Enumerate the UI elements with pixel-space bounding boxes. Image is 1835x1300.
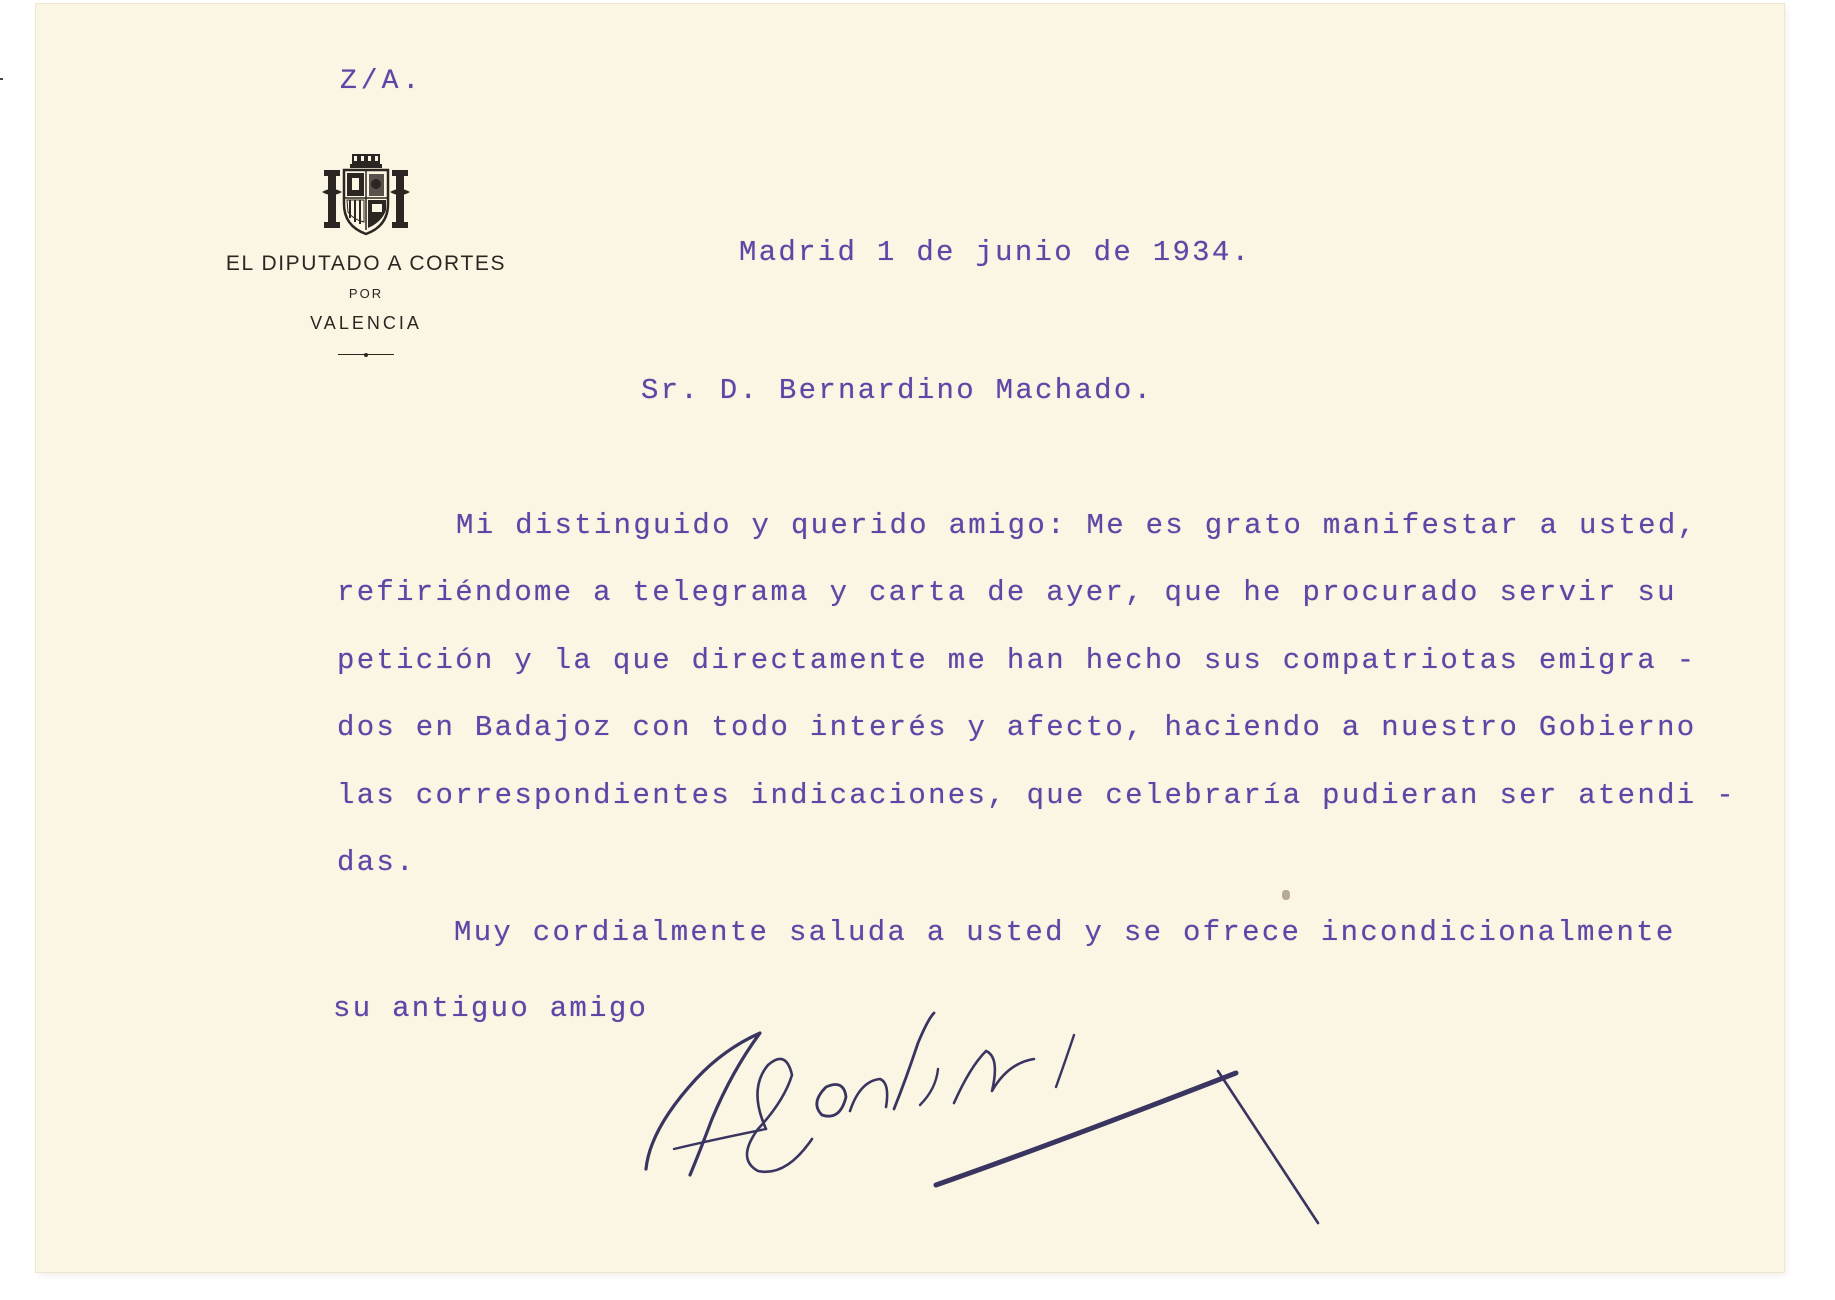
body-line: Mi distinguido y querido amigo: Me es grato manifestar a usted, — [456, 509, 1698, 542]
letterhead-por: POR — [348, 286, 384, 301]
letterhead-divider — [338, 354, 394, 355]
handwritten-signature — [636, 979, 1356, 1239]
letterhead-title: EL DIPUTADO A CORTES — [225, 252, 507, 275]
scan-edge-mark — [0, 78, 3, 80]
recipient-salutation: Sr. D. Bernardino Machado. — [641, 374, 1154, 407]
letter-date: Madrid 1 de junio de 1934. — [739, 236, 1252, 269]
letterhead-place: VALENCIA — [310, 313, 422, 333]
body-line: das. — [337, 846, 416, 879]
body-line: las correspondientes indicaciones, que celebraría pudieran ser atendi - — [337, 779, 1736, 812]
paper-stain — [1282, 890, 1290, 900]
closing-line: Muy cordialmente saluda a usted y se ofrece incondicionalmente — [454, 916, 1676, 949]
body-line: dos en Badajoz con todo interés y afecto, haciendo a nuestro Gobierno — [337, 711, 1697, 744]
body-line: refiriéndome a telegrama y carta de ayer, que he procurado servir su — [337, 576, 1677, 609]
spanish-coat-of-arms-icon — [320, 152, 412, 236]
letterhead — [196, 152, 536, 355]
reference-code: Z/A. — [340, 66, 424, 97]
closing-line: su antiguo amigo — [333, 992, 649, 1025]
letter-sheet — [36, 4, 1784, 1272]
body-line: petición y la que directamente me han hecho sus compatriotas emigra - — [337, 644, 1697, 677]
